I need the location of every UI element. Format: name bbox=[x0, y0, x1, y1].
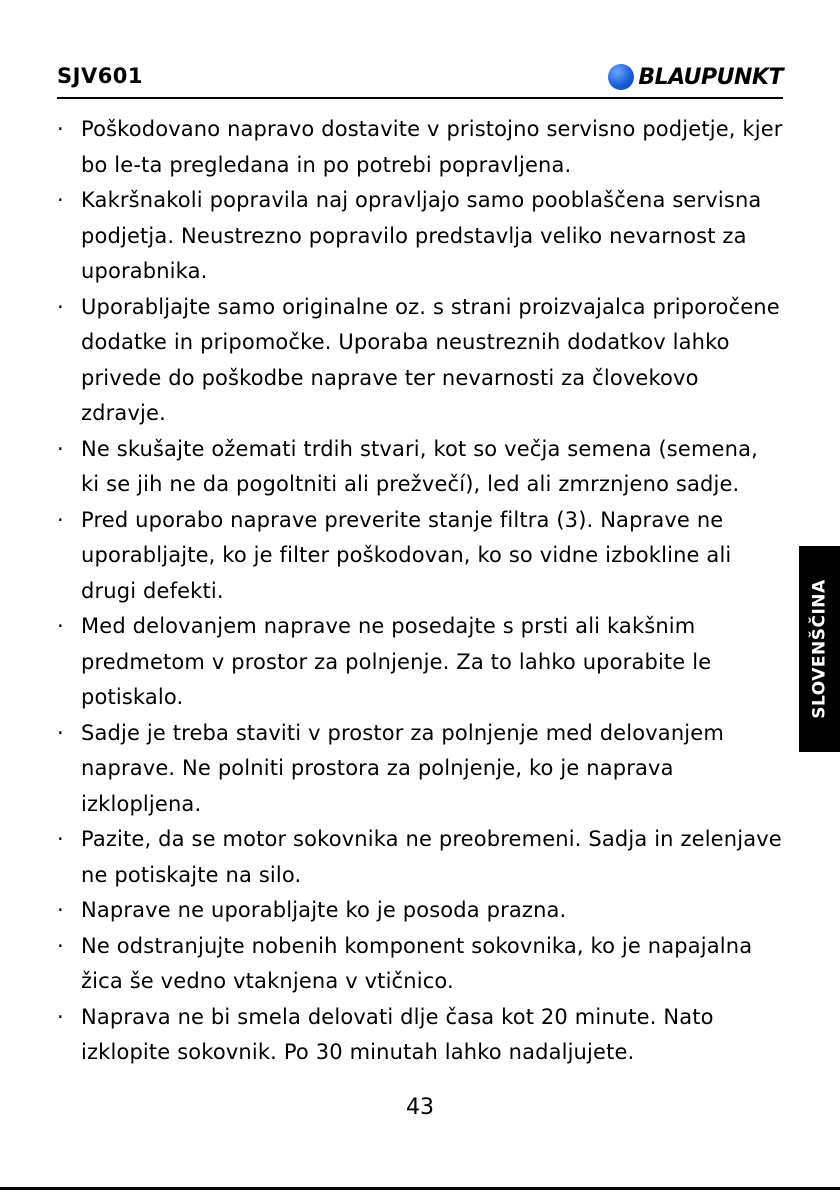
list-item-text: Uporabljajte samo originalne oz. s strani proizvajalca priporočene dodatke in pripomočke. Uporaba neustreznih dodatkov lahko privede do poškodbe naprave ter nevarnosti za človekovo zdravje. bbox=[81, 294, 780, 425]
bullet-icon: · bbox=[57, 507, 64, 532]
list-item-text: Ne odstranjujte nobenih komponent sokovnika, ko je napajalna žica še vedno vtaknjena v vtičnico. bbox=[81, 933, 753, 993]
list-item-text: Ne skušajte ožemati trdih stvari, kot so večja semena (semena, ki se jih ne da pogoltniti ali prežvečí), led ali zmrznjeno sadje. bbox=[81, 436, 758, 496]
bullet-icon: · bbox=[57, 436, 64, 461]
page-number: 43 bbox=[406, 1095, 434, 1120]
list-item-text: Kakršnakoli popravila naj opravljajo samo pooblaščena servisna podjetja. Neustrezno popravilo predstavlja veliko nevarnost za uporabnika. bbox=[81, 188, 762, 283]
list-item-text: Poškodovano napravo dostavite v pristojno servisno podjetje, kjer bo le-ta pregledana in po potrebi popravljena. bbox=[81, 117, 783, 177]
list-item-text: Pred uporabo naprave preverite stanje filtra (3). Naprave ne uporabljajte, ko je filter poškodovan, ko so vidne izbokline ali drugi defekti. bbox=[81, 507, 732, 603]
bullet-icon: · bbox=[57, 933, 64, 958]
page-header bbox=[57, 62, 783, 98]
list-item-text: Med delovanjem naprave ne posedajte s prsti ali kakšnim predmetom v prostor za polnjenje. Za to lahko uporabite le potiskalo. bbox=[81, 614, 712, 709]
language-tab-label: SLOVENŠČINA bbox=[809, 579, 830, 719]
bottom-divider bbox=[0, 1187, 840, 1190]
list-item-text: Naprave ne uporabljajte ko je posoda prazna. bbox=[81, 898, 567, 922]
bullet-icon: · bbox=[57, 1004, 64, 1029]
brand-dot-icon bbox=[608, 64, 634, 90]
list-item bbox=[57, 893, 783, 929]
list-item bbox=[57, 112, 783, 183]
list-item bbox=[57, 822, 783, 893]
list-item bbox=[57, 432, 783, 503]
bullet-icon: · bbox=[57, 117, 64, 141]
list-item bbox=[57, 929, 783, 1000]
bullet-icon: · bbox=[57, 827, 64, 851]
list-item-text: Naprava ne bi smela delovati dlje časa kot 20 minute. Nato izklopite sokovnik. Po 30 minutah lahko nadaljujete. bbox=[81, 1004, 714, 1064]
list-item-text: Sadje je treba staviti v prostor za polnjenje med delovanjem naprave. Ne polniti prostora za polnjenje, ko je naprava izklopljena. bbox=[81, 720, 724, 816]
language-tab bbox=[799, 546, 840, 752]
list-item bbox=[57, 1000, 783, 1071]
list-item bbox=[57, 290, 783, 432]
bullet-icon: · bbox=[57, 898, 64, 922]
brand-logo bbox=[608, 64, 783, 90]
list-item bbox=[57, 716, 783, 823]
bullet-icon: · bbox=[57, 720, 64, 745]
bullet-icon: · bbox=[57, 294, 64, 319]
bullet-icon: · bbox=[57, 614, 64, 638]
safety-instructions-list bbox=[57, 112, 783, 1071]
bullet-icon: · bbox=[57, 188, 64, 212]
brand-name: BLAUPUNKT bbox=[638, 64, 783, 90]
list-item bbox=[57, 183, 783, 290]
list-item bbox=[57, 503, 783, 610]
list-item bbox=[57, 609, 783, 716]
header-divider bbox=[57, 97, 783, 99]
model-number: SJV601 bbox=[57, 64, 144, 88]
list-item-text: Pazite, da se motor sokovnika ne preobremeni. Sadja in zelenjave ne potiskajte na silo. bbox=[81, 827, 782, 887]
